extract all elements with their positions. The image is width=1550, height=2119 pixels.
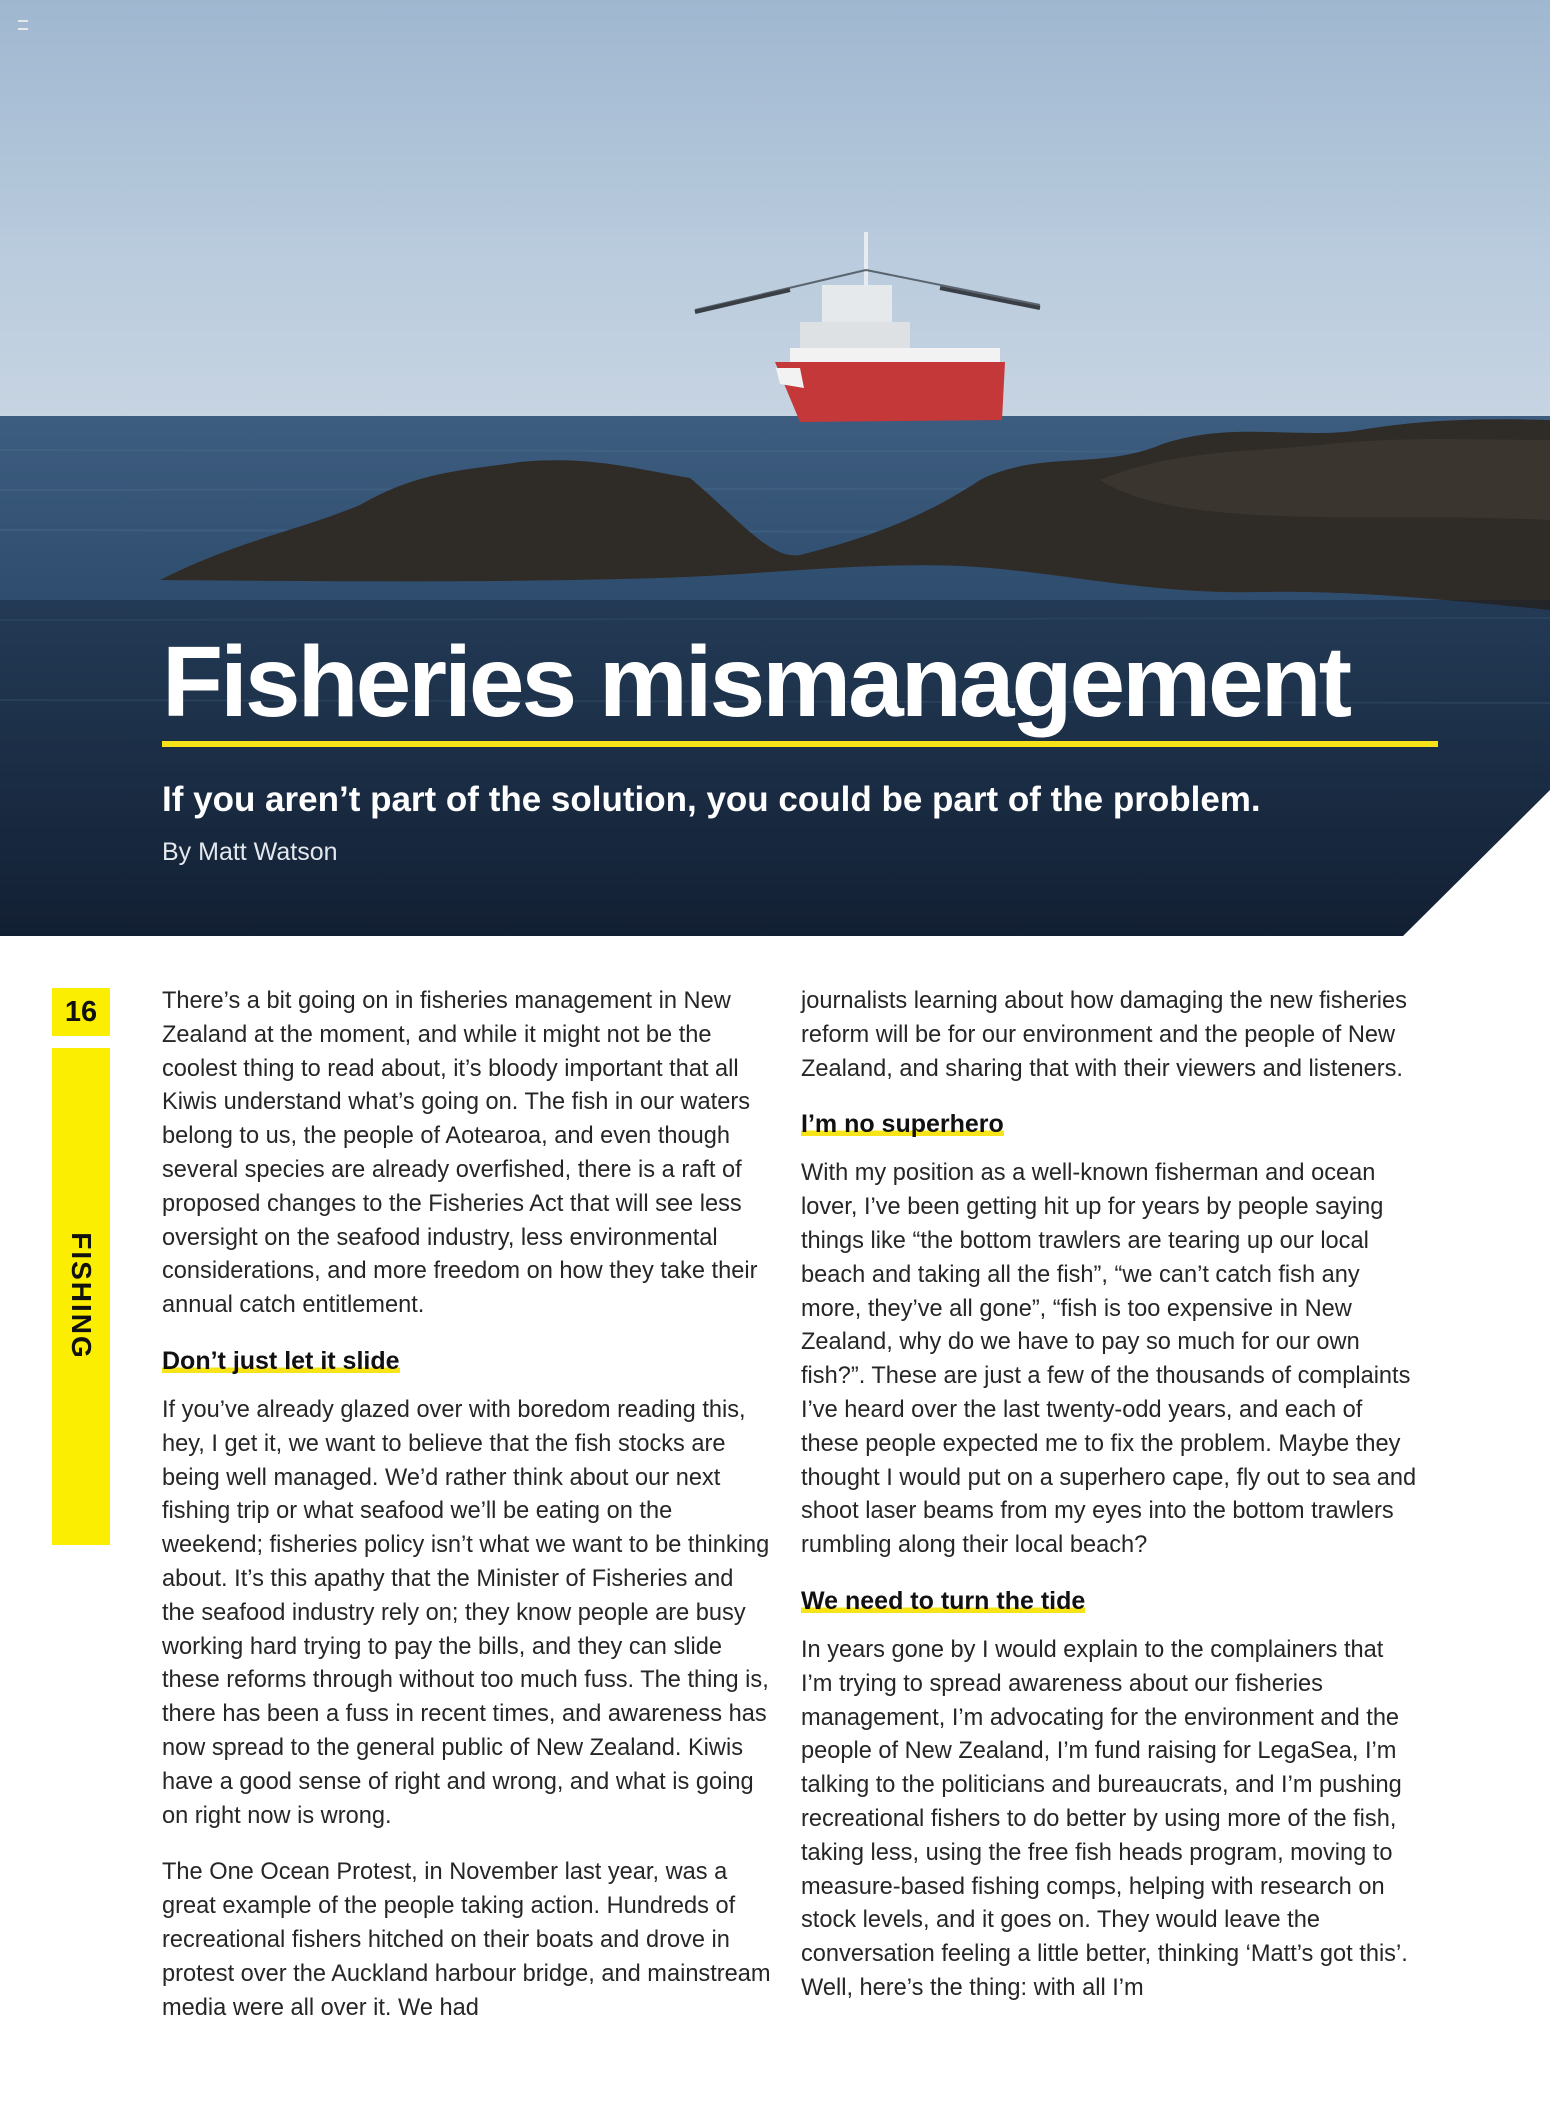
subheading: We need to turn the tide xyxy=(801,1586,1086,1615)
corner-mark xyxy=(18,20,28,30)
paragraph: There’s a bit going on in fisheries management in New Zealand at the moment, and while it might not be the coolest thing to read about, it’s bloody important that all Kiwis understand what’s going on. The fish in our waters belong to us, the people of Aotearoa, and even though several species are already overfished, there is a raft of proposed changes to the Fisheries Act that will see less oversight on the seafood industry, less environmental considerations, and more freedom on how they take their annual catch entitlement. xyxy=(162,988,758,1319)
title-underline xyxy=(162,741,1438,747)
paragraph: In years gone by I would explain to the complainers that I’m trying to spread awareness about our fisheries management, I’m advocating for the environment and the people of New Zealand, I’m fund raising for LegaSea, I’m talking to the politicians and bureaucrats, and I’m pushing recreational fishers to do better by using more of the fish, taking less, using the free fish heads program, moving to measure-based fishing comps, helping with research on stock levels, and it goes on. They would leave the conversation feeling a little better, thinking ‘Matt’s got this’. Well, here’s the thing: with all I’m xyxy=(801,1636,1408,2001)
subheading: I’m no superhero xyxy=(801,1110,1004,1139)
paragraph: With my position as a well-known fisherman and ocean lover, I’ve been getting hit up for years by people saying things like “the bottom trawlers are tearing up our local beach and taking all the fish”, “we can’t catch fish any more, they’ve all gone”, “fish is too expensive in New Zealand, why do we have to pay so much for our own fish?”. These are just a few of the thousands of complaints I’ve heard over the last twenty-odd years, and each of these people expected me to fix the problem. Maybe they thought I would put on a superhero cape, fly out to sea and shoot laser beams from my eyes into the bottom trawlers rumbling along their local beach? xyxy=(801,1160,1417,1559)
article-subtitle: If you aren’t part of the solution, you could be part of the problem. xyxy=(162,780,1261,819)
article-byline: By Matt Watson xyxy=(162,838,338,866)
page-number: 16 xyxy=(52,988,110,1036)
right-column xyxy=(801,985,1421,2029)
section-tab xyxy=(52,1048,110,1545)
paragraph: The One Ocean Protest, in November last year, was a great example of the people taking action. Hundreds of recreational fishers hitched on their boats and drove in protest over the Auckland harbour bridge, and mainstream media were all over it. We had xyxy=(162,1859,771,2021)
section-label: FISHING xyxy=(66,1232,97,1360)
paragraph: If you’ve already glazed over with boredom reading this, hey, I get it, we want to believe that the fish stocks are being well managed. We’d rather think about our next fishing trip or what seafood we’ll be eating on the weekend; fisheries policy isn’t what we want to be thinking about. It’s this apathy that the Minister of Fisheries and the seafood industry rely on; they know people are busy working hard trying to pay the bills, and they can slide these reforms through without too much fuss. The thing is, there has been a fuss in recent times, and awareness has now spread to the general public of New Zealand. Kiwis have a good sense of right and wrong, and what is going on right now is wrong. xyxy=(162,1396,770,1829)
paragraph: journalists learning about how damaging the new fisheries reform will be for our environment and the people of New Zealand, and sharing that with their viewers and listeners. xyxy=(801,988,1407,1082)
left-column xyxy=(162,985,772,2048)
article-title: Fisheries mismanagement xyxy=(162,626,1350,738)
subheading: Don’t just let it slide xyxy=(162,1346,400,1375)
